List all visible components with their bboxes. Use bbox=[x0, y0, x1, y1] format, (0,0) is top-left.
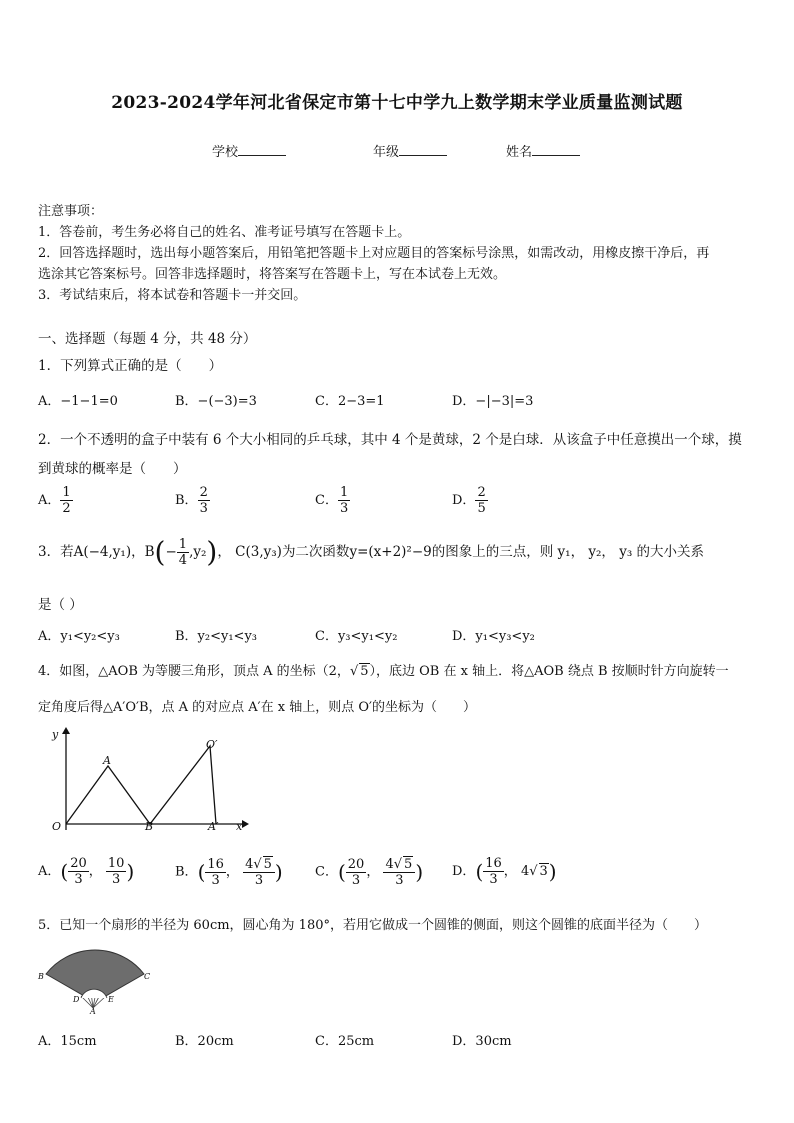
school-label: 学校 bbox=[212, 145, 239, 160]
grade-field bbox=[373, 141, 447, 160]
name-blank bbox=[532, 141, 580, 156]
fig-label-b: B bbox=[38, 972, 44, 981]
q4-option-a: A．( $\frac{20}{3}$ ， $\frac{10}{3}$ ) bbox=[38, 856, 135, 887]
q3-option-a: A．y₁<y₂<y₃ bbox=[38, 629, 120, 644]
q1-option-c: C．2−3=1 bbox=[315, 394, 385, 409]
note-item-2: 2．回答选择题时，选出每小题答案后，用铅笔把答题卡上对应题目的答案标号涂黑，如需改动，用橡皮擦干净后，再 bbox=[38, 246, 710, 261]
notes-heading: 注意事项： bbox=[38, 204, 104, 219]
q2-option-a: A． $\frac{1}{2}$ bbox=[38, 485, 71, 516]
q1-option-a: A．−1−1=0 bbox=[38, 394, 118, 409]
notes-block bbox=[38, 201, 758, 306]
name-label: 姓名 bbox=[506, 145, 533, 160]
q1-stem: 1．下列算式正确的是（ ） bbox=[38, 358, 223, 374]
q5-option-d: D．30cm bbox=[452, 1034, 512, 1049]
q3-point-c: C(3,y₃) bbox=[235, 544, 282, 560]
exam-title: 2023-2024学年河北省保定市第十七中学九上数学期末学业质量监测试题 bbox=[111, 93, 683, 113]
q3-stem-1: 3．若A(−4,y₁)，B(− $\frac{1}{4}$ ,y₂)， C(3,y₃)为二次函数y=(x+2)²−9的图象上的三点，则 y₁， y₂， y₃ 的大小关系 bbox=[38, 535, 705, 569]
q3-stem-2: 是（ ） bbox=[38, 597, 83, 613]
q2-stem-1: 2．一个不透明的盒子中装有 6 个大小相同的乒乓球，其中 4 个是黄球，2 个是白球．从该盒子中任意摸出一个球，摸 bbox=[38, 432, 742, 448]
name-field bbox=[506, 141, 580, 160]
q3-point-a: A(−4,y₁) bbox=[73, 544, 132, 560]
q4-option-d: D．( $\frac{16}{3}$ ， 4√ 3) bbox=[452, 856, 557, 887]
q3-option-b: B．y₂<y₁<y₃ bbox=[175, 629, 258, 644]
q2-option-b: B． $\frac{2}{3}$ bbox=[175, 485, 208, 516]
q5-stem: 5．已知一个扇形的半径为 60cm，圆心角为 180°，若用它做成一个圆锥的侧面，则这个圆锥的底面半径为（ ） bbox=[38, 918, 707, 933]
fig-label-b: B bbox=[145, 820, 154, 833]
q5-option-c: C．25cm bbox=[315, 1034, 375, 1049]
q5-figure bbox=[36, 946, 156, 1016]
school-field bbox=[212, 141, 286, 160]
triangle-edges bbox=[66, 746, 216, 824]
x-axis-arrow bbox=[242, 820, 249, 828]
q3-option-c: C．y₃<y₁<y₂ bbox=[315, 629, 398, 644]
q5-option-b: B．20cm bbox=[175, 1034, 234, 1049]
school-blank bbox=[238, 141, 286, 156]
note-item-3: 3．考试结束后，将本试卷和答题卡一并交回。 bbox=[38, 288, 307, 303]
q1-option-b: B．−(−3)=3 bbox=[175, 394, 257, 409]
fig-label-y: y bbox=[52, 728, 59, 741]
fig-label-x: x bbox=[236, 820, 243, 833]
fig-label-d: D bbox=[73, 995, 80, 1004]
fig-label-a: A bbox=[90, 1007, 96, 1016]
note-item-1: 1．答卷前，考生务必将自己的姓名、准考证号填写在答题卡上。 bbox=[38, 225, 411, 240]
q2-option-c: C． $\frac{1}{3}$ bbox=[315, 485, 349, 516]
fig-label-o-prime: O′ bbox=[206, 738, 218, 751]
q4-figure bbox=[40, 726, 260, 842]
q4-option-b: B．( $\frac{16}{3}$ ， $\frac{4√ 5}{3}$ ) bbox=[175, 856, 283, 888]
fig-label-a-prime: A′ bbox=[208, 820, 219, 833]
q4-stem-1: 4．如图，△AOB 为等腰三角形，顶点 A 的坐标（2，√ 5），底边 OB 在 x 轴上．将△AOB 绕点 B 按顺时针方向旋转一 bbox=[38, 664, 729, 679]
q3-function: y=(x+2)²−9 bbox=[349, 544, 432, 560]
grade-label: 年级 bbox=[373, 145, 400, 160]
grade-blank bbox=[399, 141, 447, 156]
fig-label-o: O bbox=[52, 820, 62, 833]
section-heading: 一、选择题（每题 4 分，共 48 分） bbox=[38, 331, 257, 347]
q2-option-d: D． $\frac{2}{5}$ bbox=[452, 485, 486, 516]
note-item-2-cont: 选涂其它答案标号。回答非选择题时，将答案写在答题卡上，写在本试卷上无效。 bbox=[38, 267, 507, 282]
q5-option-a: A．15cm bbox=[38, 1034, 97, 1049]
fig-label-e: E bbox=[108, 995, 114, 1004]
fig-label-c: C bbox=[144, 972, 151, 981]
q4-option-c: C．( $\frac{20}{3}$ ， $\frac{4√ 5}{3}$ ) bbox=[315, 856, 424, 888]
y-axis-arrow bbox=[62, 727, 70, 734]
fig-label-a: A bbox=[103, 754, 111, 767]
q3-option-d: D．y₁<y₃<y₂ bbox=[452, 629, 535, 644]
q1-option-d: D．−|−3|=3 bbox=[452, 394, 534, 409]
q4-stem-2: 定角度后得△A′O′B，点 A 的对应点 A′在 x 轴上，则点 O′的坐标为（ ） bbox=[38, 700, 476, 715]
q2-stem-2: 到黄球的概率是（ ） bbox=[38, 461, 187, 477]
